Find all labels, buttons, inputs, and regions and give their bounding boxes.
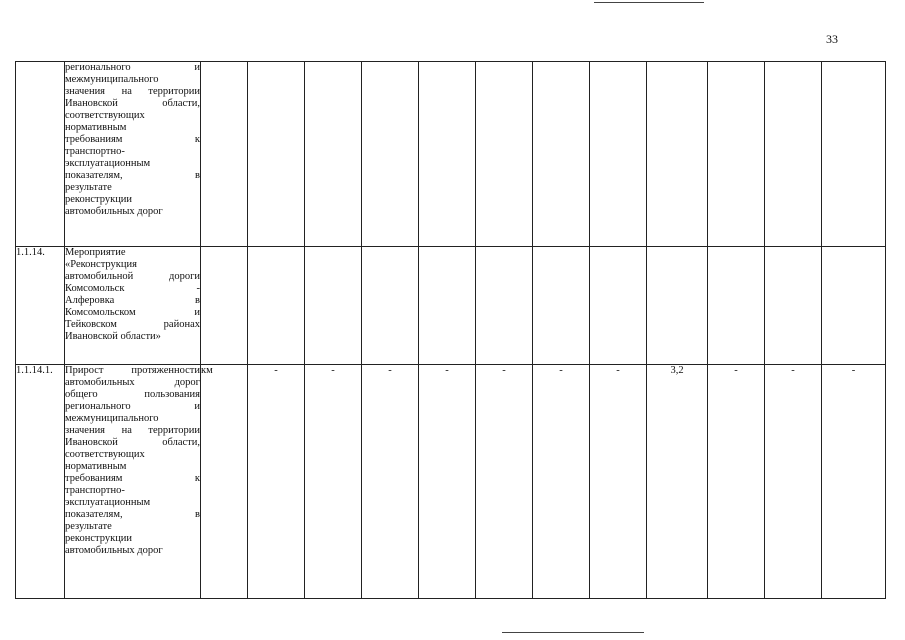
description-line: Ивановской области, [65,437,200,448]
description-line: показателям, в [65,170,200,181]
table-row [16,62,886,247]
value-cell: - [362,365,419,599]
value-cell [647,247,708,365]
value-cell [419,247,476,365]
description-line: транспортно- [65,146,125,157]
value-cell [248,62,305,247]
row-number-cell: 1.1.14.1. [16,365,65,599]
value-cell [362,62,419,247]
description-line: эксплуатационным [65,158,151,169]
description-line: межмуниципального [65,413,159,424]
value-cell [765,247,822,365]
row-unit-cell [201,62,248,247]
description-line: нормативным [65,461,127,472]
description-line: автомобильных дорог [65,206,163,217]
description-line: Прирост протяженности [65,365,200,376]
value-cell: 3,2 [647,365,708,599]
table-row [16,365,886,599]
value-cell [305,62,362,247]
description-line: «Реконструкция [65,259,137,270]
description-line: значения на территории [65,86,200,97]
description-line: автомобильных дорог [65,545,163,556]
description-line: Комсомольском и [65,307,200,318]
value-cell [822,62,886,247]
description-line: нормативным [65,122,127,133]
description-line: межмуниципального [65,74,159,85]
row-unit-cell: км [201,365,248,599]
description-line: результате [65,182,112,193]
description-line: соответствующих [65,449,145,460]
value-cell [708,62,765,247]
description-line: показателям, в [65,509,200,520]
description-line: Ивановской области» [65,331,161,342]
value-cell [476,62,533,247]
value-cell [248,247,305,365]
description-line: Комсомольск - [65,283,200,294]
value-cell [822,247,886,365]
value-cell [590,62,647,247]
description-line: эксплуатационным [65,497,151,508]
top-rule [594,2,704,3]
table-row [16,247,886,365]
value-cell: - [533,365,590,599]
description-line: автомобильной дороги [65,271,200,282]
row-number-cell: 1.1.14. [16,247,65,365]
description-line: регионального и [65,62,200,73]
bottom-rule [502,632,644,633]
description-line: требованиям к [65,134,200,145]
table-body [16,62,886,599]
value-cell [708,247,765,365]
description-line: транспортно- [65,485,125,496]
value-cell [647,62,708,247]
value-cell [533,247,590,365]
description-line: Алферовка в [65,295,200,306]
value-cell [765,62,822,247]
value-cell: - [419,365,476,599]
description-line: требованиям к [65,473,200,484]
value-cell: - [822,365,886,599]
description-line: значения на территории [65,425,200,436]
value-cell: - [476,365,533,599]
page-number: 33 [826,32,838,46]
description-line: автомобильных дорог [65,377,200,388]
row-description-cell [65,247,201,365]
value-cell [533,62,590,247]
row-description-cell [65,365,201,599]
value-cell: - [305,365,362,599]
value-cell: - [590,365,647,599]
row-number-cell [16,62,65,247]
value-cell: - [765,365,822,599]
description-line: реконструкции [65,533,133,544]
description-line: результате [65,521,112,532]
value-cell: - [248,365,305,599]
description-line: соответствующих [65,110,145,121]
description-line: Ивановской области, [65,98,200,109]
description-line: общего пользования [65,389,200,400]
data-table [15,61,886,599]
description-line: реконструкции [65,194,133,205]
description-line: регионального и [65,401,200,412]
value-cell [305,247,362,365]
description-line: Мероприятие [65,247,126,258]
value-cell [362,247,419,365]
value-cell: - [708,365,765,599]
value-cell [419,62,476,247]
value-cell [590,247,647,365]
row-unit-cell [201,247,248,365]
description-line: Тейковском районах [65,319,200,330]
row-description-cell [65,62,201,247]
value-cell [476,247,533,365]
